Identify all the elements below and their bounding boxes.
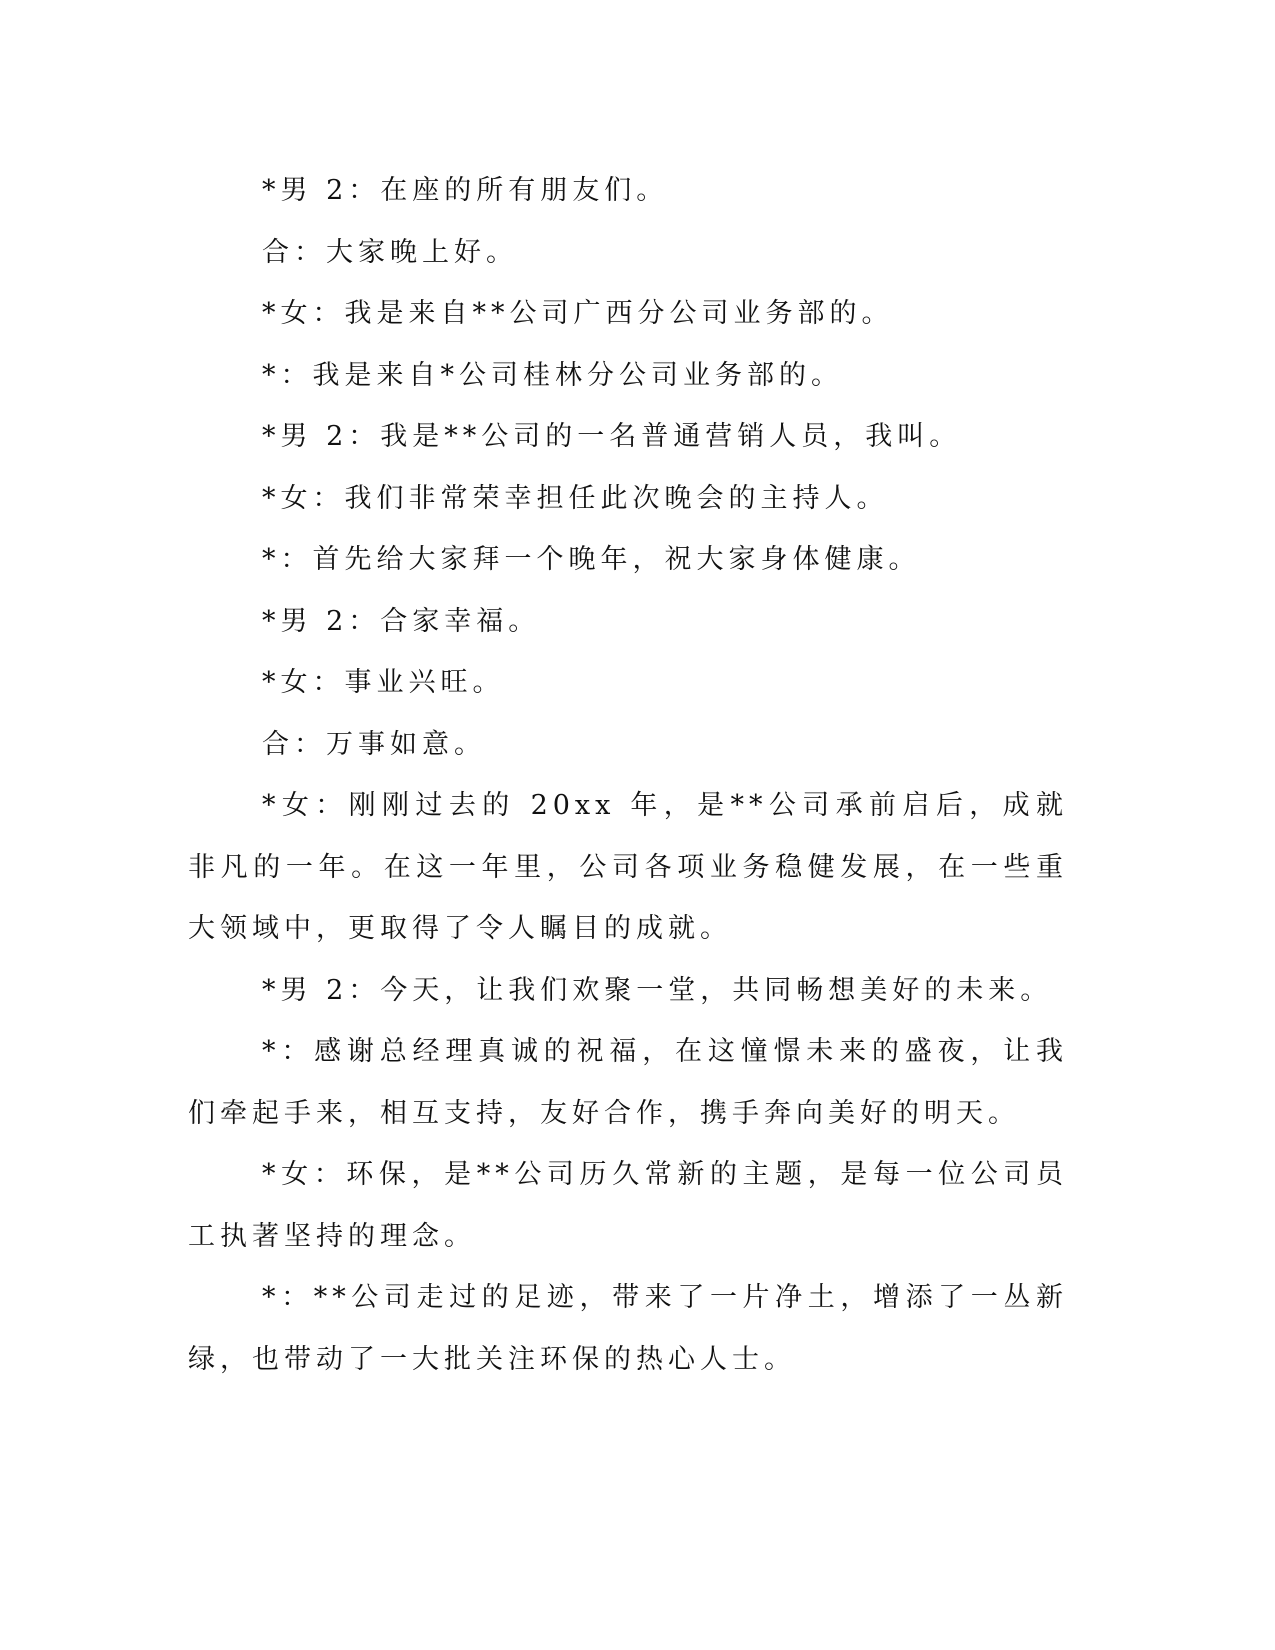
- paragraph: 合：万事如意。: [262, 728, 486, 760]
- paragraph: *男 2：在座的所有朋友们。: [262, 175, 669, 206]
- paragraph: *女：刚刚过去的 20xx 年，是**公司承前启后，成就非凡的一年。在这一年里，公司各项业务稳健发展，在一些重大领域中，更取得了令人瞩目的成就。: [188, 790, 1068, 944]
- paragraph: *男 2：我是**公司的一名普通营销人员，我叫。: [262, 421, 962, 452]
- paragraph: 合：大家晚上好。: [262, 236, 518, 268]
- paragraph: *女：环保，是**公司历久常新的主题，是每一位公司员工执著坚持的理念。: [188, 1159, 1068, 1252]
- paragraph: *男 2：合家幸福。: [262, 605, 541, 637]
- paragraph: *女：事业兴旺。: [262, 667, 505, 698]
- paragraph: *：**公司走过的足迹，带来了一片净土，增添了一丛新绿，也带动了一大批关注环保的热心人士。: [188, 1282, 1068, 1375]
- paragraph: *：我是来自*公司桂林分公司业务部的。: [262, 359, 843, 391]
- paragraph: *女：我们非常荣幸担任此次晚会的主持人。: [262, 482, 889, 514]
- paragraph: *：感谢总经理真诚的祝福，在这憧憬未来的盛夜，让我们牵起手来，相互支持，友好合作，携手奔向美好的明天。: [188, 1036, 1068, 1129]
- paragraph: *：首先给大家拜一个晚年，祝大家身体健康。: [262, 544, 921, 575]
- paragraph: *女：我是来自**公司广西分公司业务部的。: [262, 298, 894, 329]
- paragraph: *男 2：今天，让我们欢聚一堂，共同畅想美好的未来。: [262, 974, 1053, 1006]
- document-body: [188, 160, 1068, 1390]
